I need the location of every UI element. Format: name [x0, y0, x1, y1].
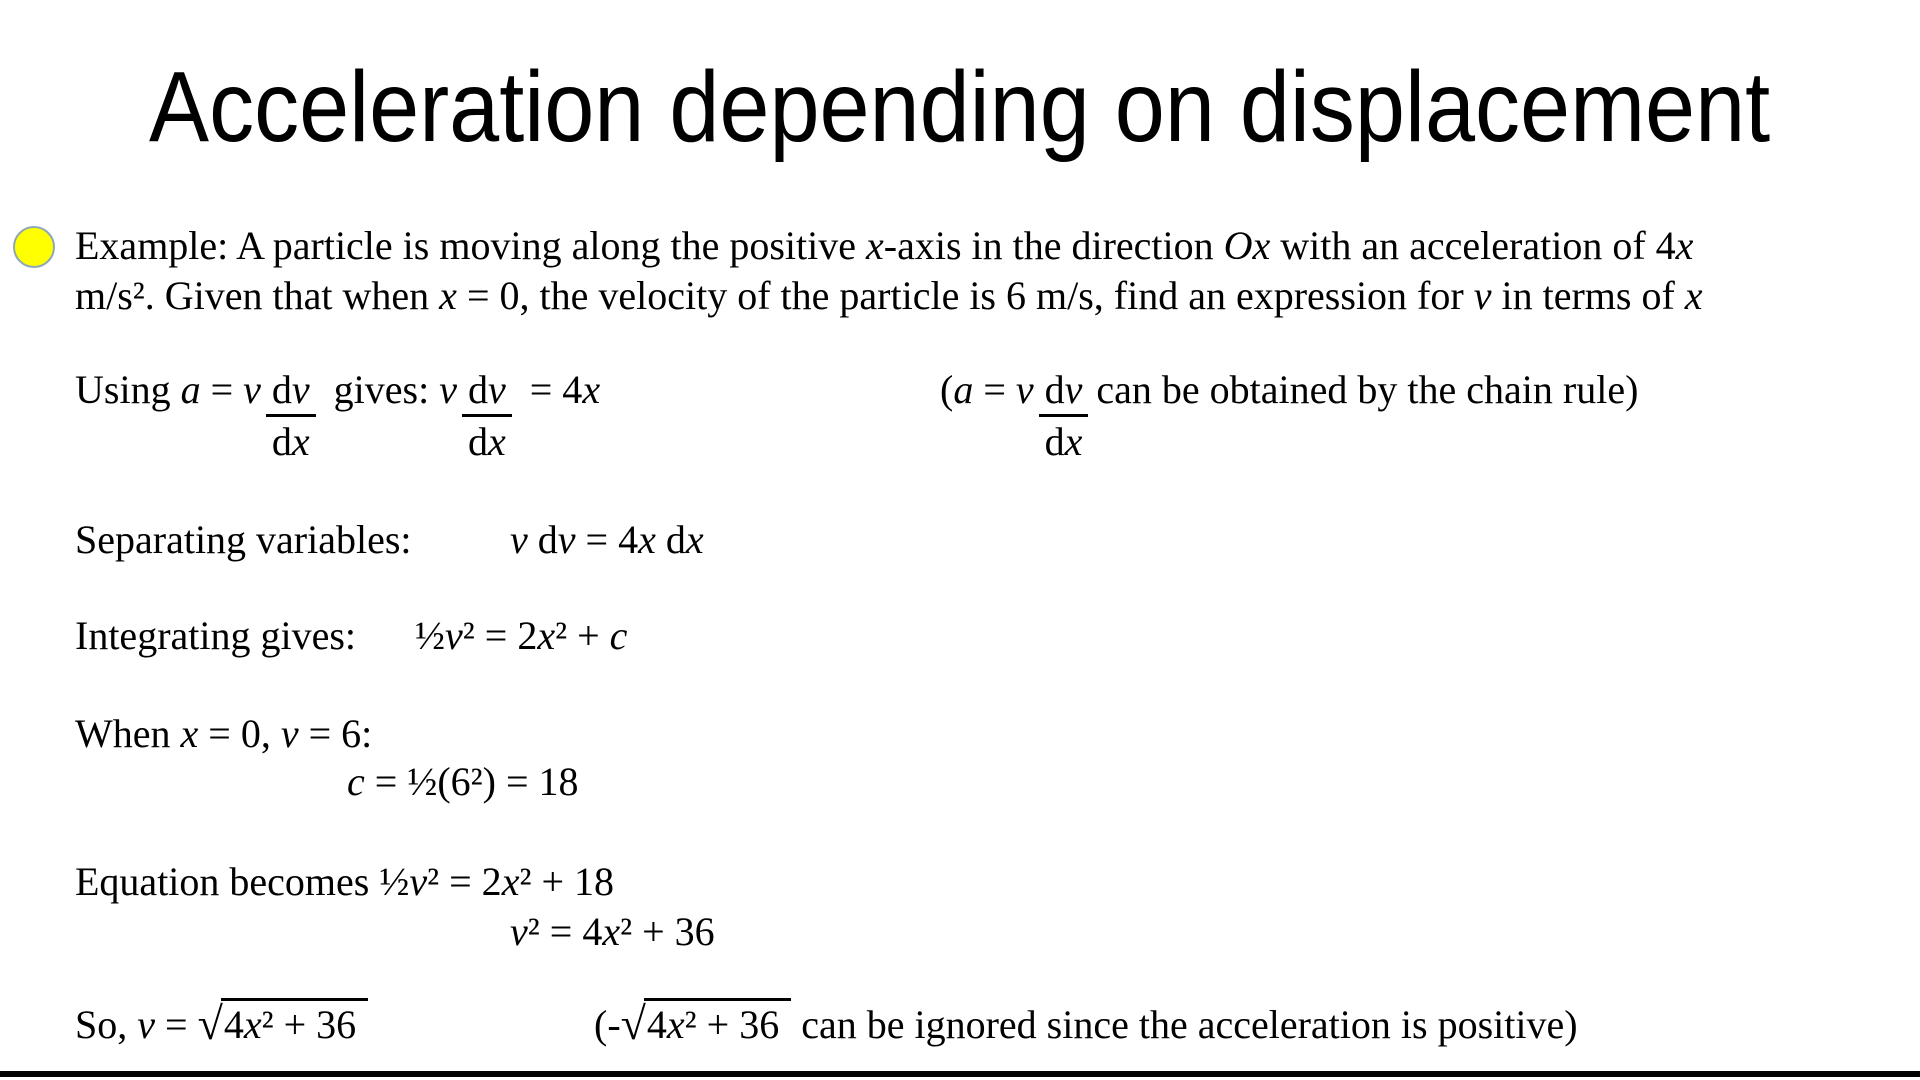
radical-icon: √ — [197, 998, 223, 1049]
integrating-label: Integrating gives: — [75, 613, 357, 658]
v-squared-line: v² = 4x² + 36 — [510, 909, 715, 954]
fraction: $\frac{dv}{dx}$ — [1039, 366, 1089, 417]
fraction: $\frac{dv}{dx}$ — [266, 366, 316, 417]
chain-rule-note: (a = v $\frac{dv}{dx}$ can be obtained by the chain rule) — [940, 367, 1639, 464]
example-paragraph-line-1: Example: A particle is moving along the positive x-axis in the direction Ox with an acceleration of 4x — [75, 223, 1694, 268]
sqrt-expression: √4x² + 36 — [621, 998, 792, 1049]
using-equation-line: Using a = v $\frac{dv}{dx}$ gives: v $\frac{dv}{dx}$ = 4x — [75, 367, 601, 464]
slide-title — [0, 52, 1920, 162]
negative-root-note: (-√4x² + 36 can be ignored since the acceleration is positive) — [594, 998, 1578, 1049]
separating-variables-equation: v dv = 4x dx — [510, 517, 704, 562]
example-paragraph-line-2: m/s². Given that when x = 0, the velocity of the particle is 6 m/s, find an expression for v in terms of x — [75, 273, 1703, 318]
constant-value-line: c = ½(6²) = 18 — [347, 759, 579, 804]
equation-becomes-line: Equation becomes ½v² = 2x² + 18 — [75, 859, 615, 904]
slide-bottom-border — [0, 1071, 1920, 1077]
separating-variables-label: Separating variables: — [75, 517, 412, 562]
bullet-circle-icon — [13, 226, 55, 268]
final-answer-line: So, v = √4x² + 36 — [75, 998, 368, 1049]
integrating-equation: ½v² = 2x² + c — [415, 613, 628, 658]
radical-icon: √ — [620, 998, 646, 1049]
when-condition-line: When x = 0, v = 6: — [75, 711, 373, 756]
slide-title-text: Acceleration depending on displacement — [149, 51, 1771, 163]
sqrt-expression: √4x² + 36 — [198, 998, 369, 1049]
fraction: $\frac{dv}{dx}$ — [462, 366, 512, 417]
